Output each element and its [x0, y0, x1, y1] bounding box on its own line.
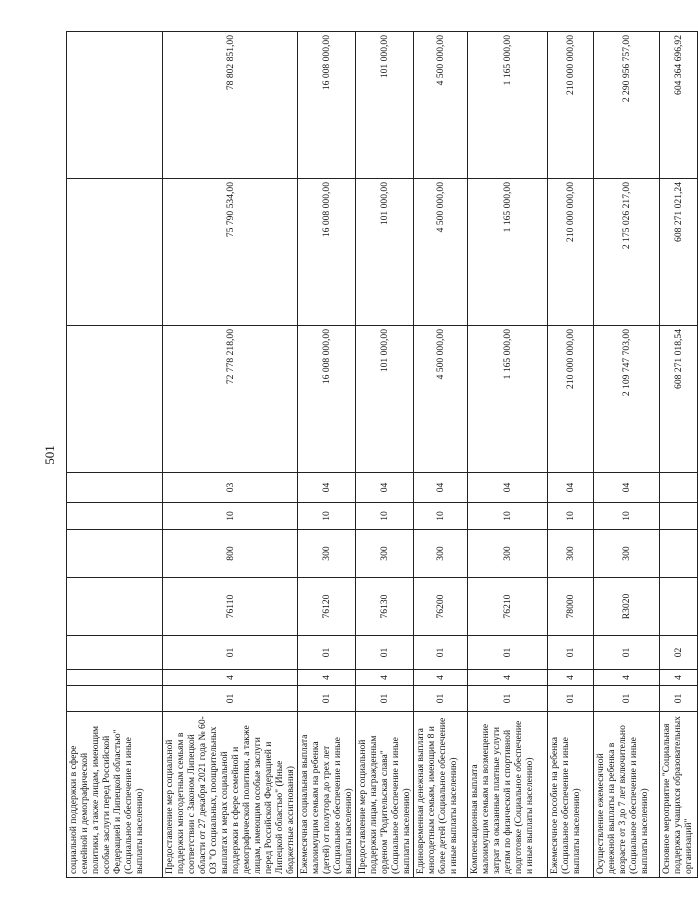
table-row — [414, 32, 468, 878]
code-cell: 4 — [660, 670, 698, 686]
code-cell: 4 — [468, 670, 548, 686]
code-cell: 01 — [548, 636, 594, 670]
code-cell — [660, 503, 698, 530]
table-row — [163, 32, 298, 878]
code-cell: 76210 — [468, 578, 548, 636]
amount-cell: 78 802 851,00 — [163, 32, 298, 179]
code-cell — [660, 530, 698, 578]
amount-cell: 75 790 534,00 — [163, 179, 298, 326]
code-cell: 10 — [356, 503, 414, 530]
code-cell: 10 — [163, 503, 298, 530]
code-cell: 01 — [468, 686, 548, 712]
amount-cell — [67, 179, 163, 326]
budget-table — [66, 31, 698, 878]
code-cell: 01 — [594, 686, 660, 712]
row-name-cell: Ежемесячное пособие на ребенка (Социальное обеспечение и иные выплаты населению) — [548, 712, 594, 878]
code-cell: 300 — [298, 530, 356, 578]
code-cell — [67, 686, 163, 712]
code-cell: R3020 — [594, 578, 660, 636]
row-name-cell: Ежемесячная социальная выплата малоимущим семьям на ребенка (детей) от полутора до трех лет (Социальное обеспечение и иные выплаты населению) — [298, 712, 356, 878]
code-cell: 10 — [594, 503, 660, 530]
table-row — [594, 32, 660, 878]
code-cell: 10 — [548, 503, 594, 530]
code-cell: 02 — [660, 636, 698, 670]
code-cell: 10 — [468, 503, 548, 530]
amount-cell: 210 000 000,00 — [548, 326, 594, 473]
code-cell: 300 — [356, 530, 414, 578]
code-cell — [67, 578, 163, 636]
amount-cell: 4 500 000,00 — [414, 326, 468, 473]
amount-cell: 16 008 000,00 — [298, 326, 356, 473]
code-cell: 4 — [163, 670, 298, 686]
code-cell: 01 — [594, 636, 660, 670]
code-cell: 04 — [548, 473, 594, 503]
code-cell: 04 — [468, 473, 548, 503]
code-cell: 01 — [163, 636, 298, 670]
code-cell: 01 — [298, 686, 356, 712]
code-cell: 01 — [414, 686, 468, 712]
row-name-cell: Единовременная денежная выплата многодетным семьям, имеющим 8 и более детей (Социальное обеспечение и иные выплаты населению) — [414, 712, 468, 878]
code-cell: 01 — [414, 636, 468, 670]
amount-cell — [67, 326, 163, 473]
amount-cell: 4 500 000,00 — [414, 32, 468, 179]
code-cell: 300 — [414, 530, 468, 578]
amount-cell: 1 165 000,00 — [468, 179, 548, 326]
row-name-cell: Предоставление мер социальной поддержки лицам, награжденным орденом "Родительская слава" (Социальное обеспечение и иные выплаты населению) — [356, 712, 414, 878]
code-cell: 76130 — [356, 578, 414, 636]
row-name-cell: Компенсационная выплата малоимущим семьям на возмещение затрат за оказанные платные услуги детям по физической и спортивной подготовке (Социальное обеспечение и иные выплаты населению) — [468, 712, 548, 878]
code-cell: 300 — [468, 530, 548, 578]
table-row — [548, 32, 594, 878]
code-cell: 01 — [356, 686, 414, 712]
code-cell — [67, 636, 163, 670]
amount-cell: 2 109 747 703,00 — [594, 326, 660, 473]
amount-cell: 101 000,00 — [356, 179, 414, 326]
code-cell: 01 — [163, 686, 298, 712]
code-cell: 4 — [356, 670, 414, 686]
page-number: 501 — [42, 445, 57, 465]
code-cell: 04 — [356, 473, 414, 503]
row-name-cell: Осуществление ежемесячной денежной выплаты на ребенка в возрасте от 3 до 7 лет включительно (Социальное обеспечение и иные выплаты населению) — [594, 712, 660, 878]
code-cell: 76110 — [163, 578, 298, 636]
code-cell: 4 — [414, 670, 468, 686]
amount-cell: 1 165 000,00 — [468, 326, 548, 473]
code-cell — [660, 578, 698, 636]
budget-table-rotated — [66, 32, 694, 878]
amount-cell: 72 778 218,00 — [163, 326, 298, 473]
amount-cell: 2 175 026 217,00 — [594, 179, 660, 326]
code-cell: 300 — [594, 530, 660, 578]
amount-cell — [67, 32, 163, 179]
code-cell: 10 — [298, 503, 356, 530]
code-cell: 76120 — [298, 578, 356, 636]
code-cell — [67, 530, 163, 578]
code-cell: 76200 — [414, 578, 468, 636]
amount-cell: 4 500 000,00 — [414, 179, 468, 326]
code-cell: 10 — [414, 503, 468, 530]
code-cell: 04 — [298, 473, 356, 503]
amount-cell: 16 008 000,00 — [298, 32, 356, 179]
table-row — [468, 32, 548, 878]
code-cell: 04 — [414, 473, 468, 503]
code-cell: 4 — [298, 670, 356, 686]
amount-cell: 101 000,00 — [356, 326, 414, 473]
code-cell: 300 — [548, 530, 594, 578]
amount-cell: 16 008 000,00 — [298, 179, 356, 326]
code-cell: 01 — [298, 636, 356, 670]
code-cell — [67, 670, 163, 686]
amount-cell: 101 000,00 — [356, 32, 414, 179]
table-row — [298, 32, 356, 878]
code-cell: 03 — [163, 473, 298, 503]
code-cell: 800 — [163, 530, 298, 578]
row-name-cell: социальной поддержки в сфере семейной и демографической политики, а также лицам, имеющим особые заслуги перед Российской Федерацией и Липецкой областью" (Социальное обеспечение и иные выплаты населению) — [67, 712, 163, 878]
code-cell — [67, 473, 163, 503]
amount-cell: 210 000 000,00 — [548, 179, 594, 326]
code-cell: 04 — [594, 473, 660, 503]
amount-cell: 2 290 956 757,00 — [594, 32, 660, 179]
amount-cell: 210 000 000,00 — [548, 32, 594, 179]
code-cell: 01 — [548, 686, 594, 712]
amount-cell: 604 364 696,92 — [660, 32, 698, 179]
row-name-cell: Предоставление мер социальной поддержки многодетным семьям в соответствии с Законом Липецкой области от 27 декабря 2021 года № 60-ОЗ "О социальных, поощрительных выплатах и мерах социальной поддержки в сфере семейной и демографической политики, а также лицам, имеющим особые заслуги перед Российской Федерацией и Липецкой областью" (Иные бюджетные ассигнования) — [163, 712, 298, 878]
amount-cell: 608 271 018,54 — [660, 326, 698, 473]
code-cell — [67, 503, 163, 530]
table-row — [660, 32, 698, 878]
code-cell — [660, 473, 698, 503]
table-row — [67, 32, 163, 878]
code-cell: 01 — [468, 636, 548, 670]
code-cell: 78000 — [548, 578, 594, 636]
code-cell: 01 — [356, 636, 414, 670]
row-name-cell: Основное мероприятие "Социальная поддержка учащихся образовательных организаций" — [660, 712, 698, 878]
code-cell: 4 — [548, 670, 594, 686]
code-cell: 01 — [660, 686, 698, 712]
table-row — [356, 32, 414, 878]
code-cell: 4 — [594, 670, 660, 686]
amount-cell: 1 165 000,00 — [468, 32, 548, 179]
amount-cell: 608 271 021,24 — [660, 179, 698, 326]
